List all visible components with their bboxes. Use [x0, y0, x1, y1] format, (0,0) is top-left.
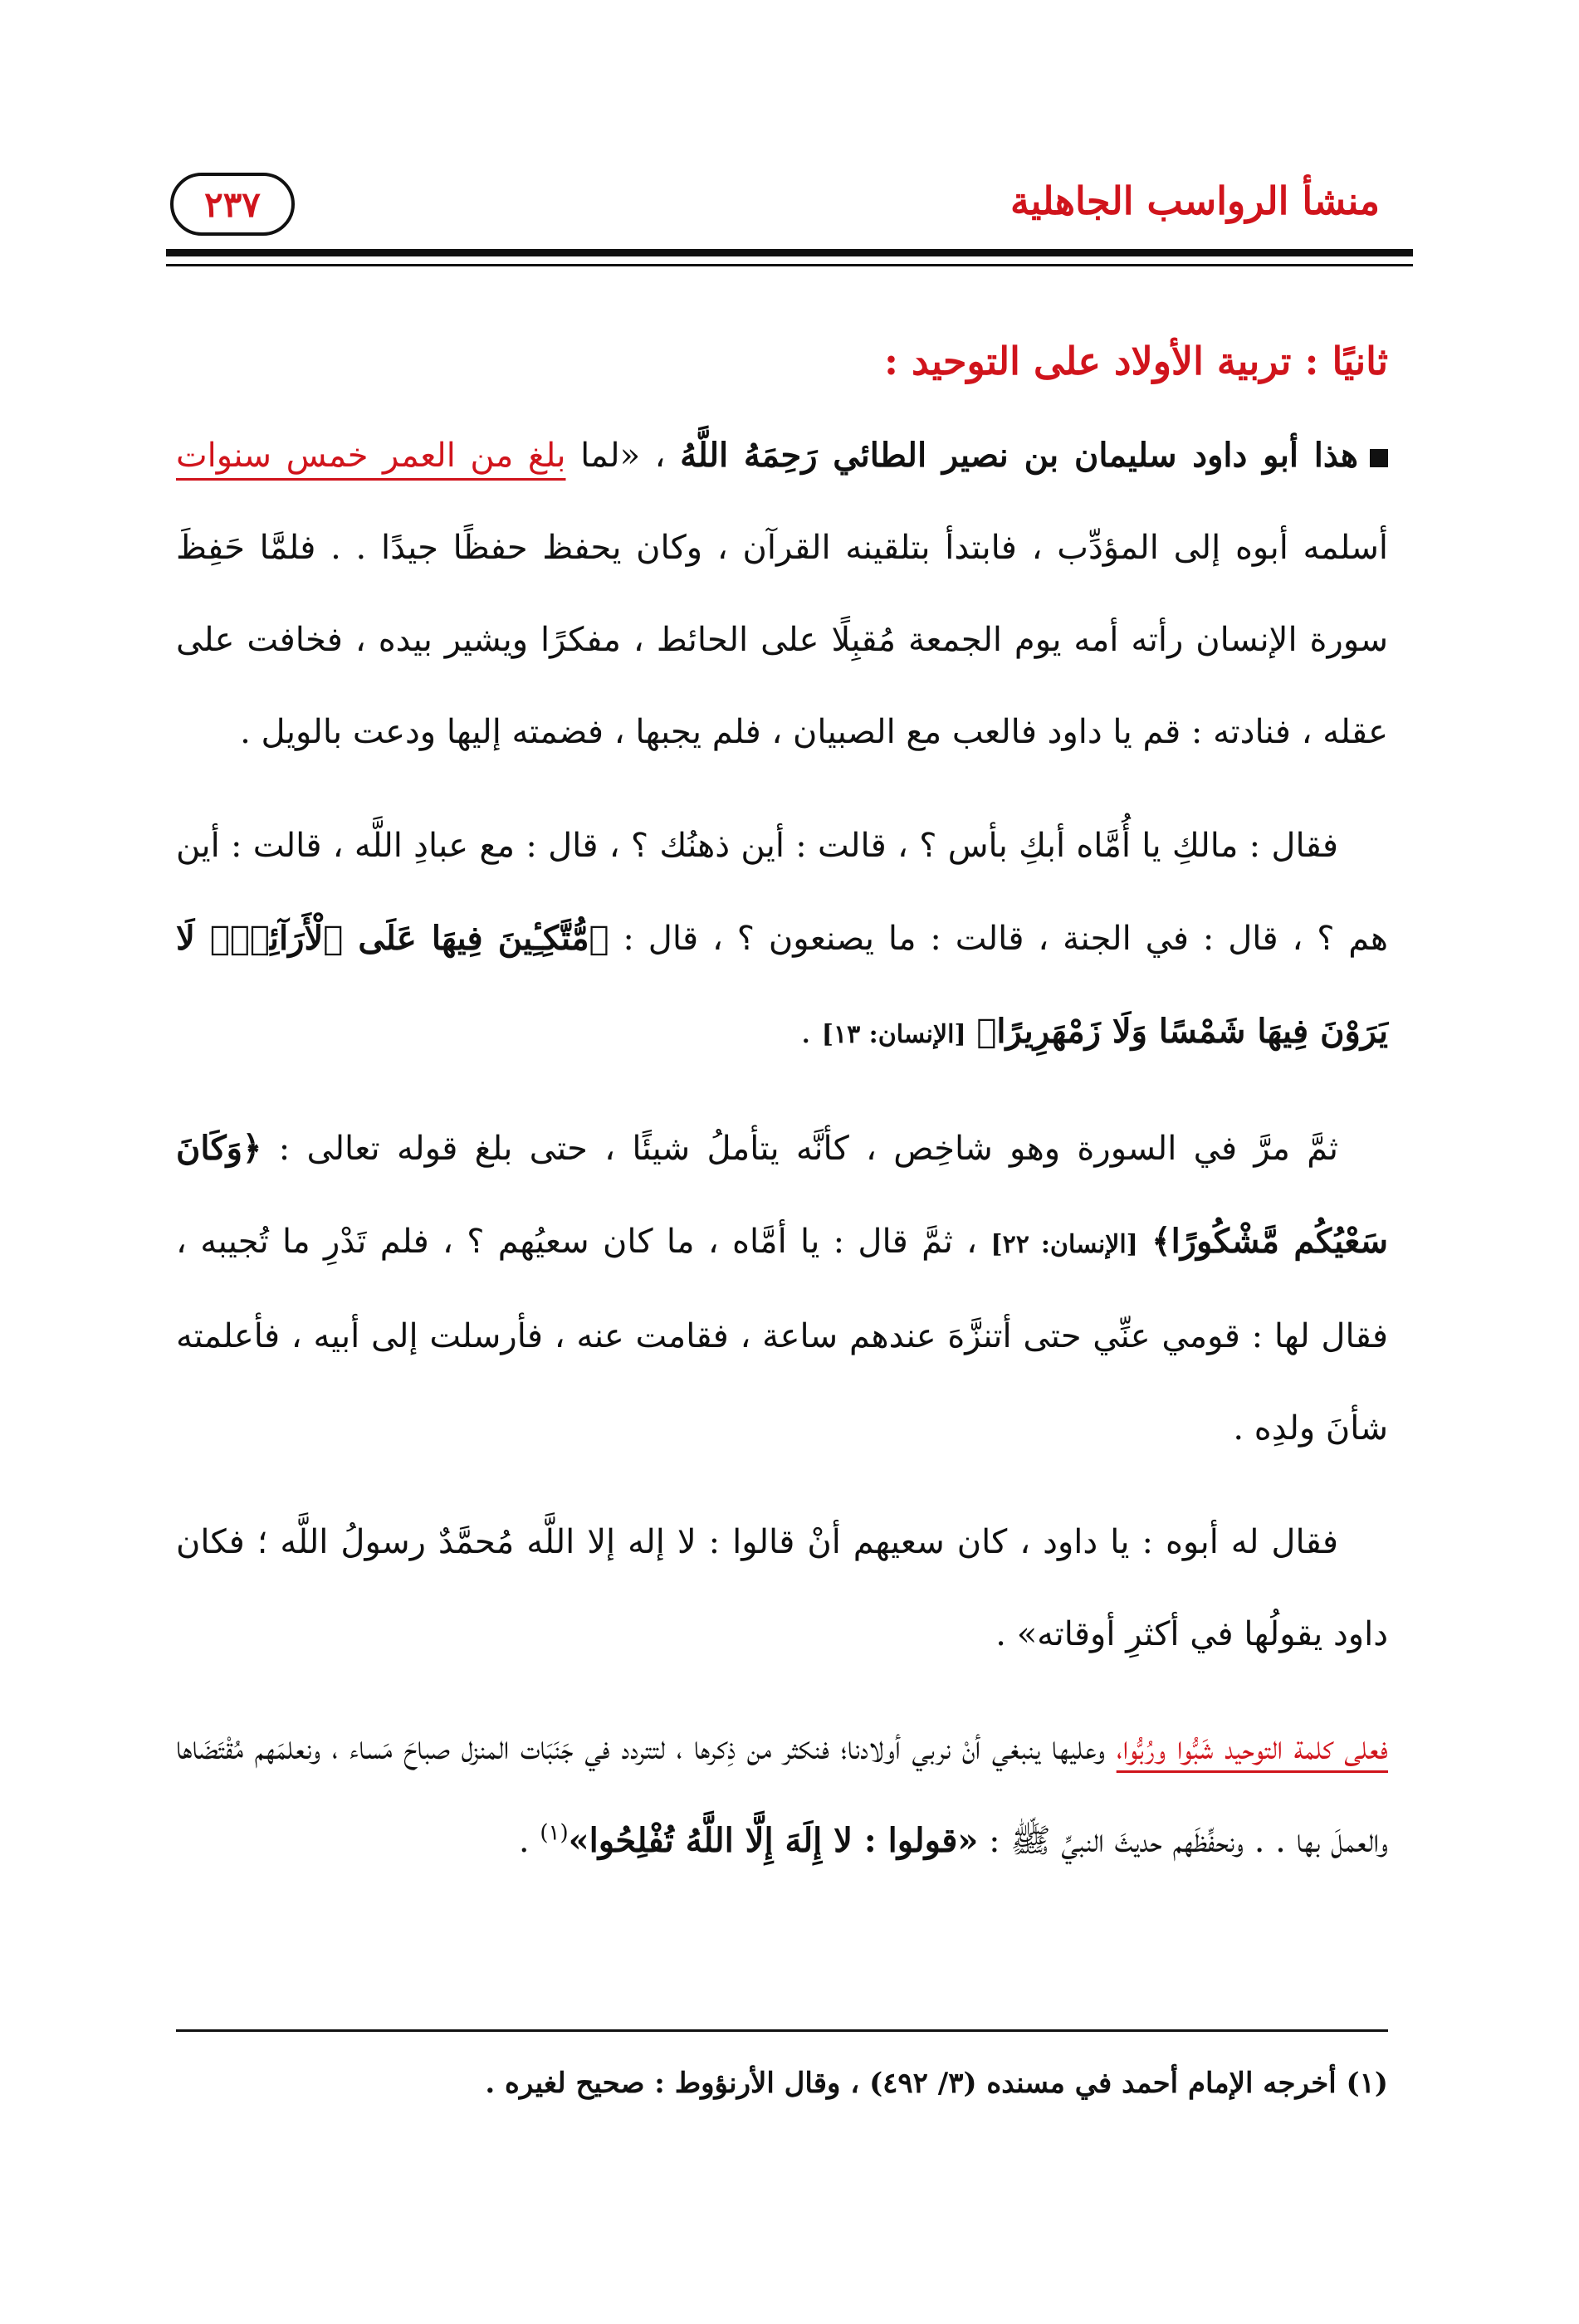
highlight-tawhid: فعلى كلمة التوحيد شَبُّوا ورُبُّوا،	[1116, 1729, 1389, 1767]
verse-reference-2: [الإنسان: ٢٢]	[990, 1230, 1138, 1259]
paragraph-3	[176, 1102, 1388, 1475]
hadith-quote: «قولوا : لا إِلَهَ إِلَّا اللَّهُ تُفْلِحُوا»	[568, 1821, 979, 1860]
paragraph-2	[176, 800, 1388, 1081]
paragraph-5-text: وعليها ينبغي أنْ نربي أولادنا؛ فنكثر من ذِكرها ، لتتردد في جَنَبَات المنزل صباحَ مَساء ، ونعلمَهم مُقْتَضَاها والعملَ بها . . ونحفِّظَهم حديثَ النبيِّ ﷺ :	[176, 1729, 1388, 1860]
paragraph-5	[176, 1702, 1388, 1887]
paragraph-4-text: فقال له أبوه : يا داود ، كان سعيهم أنْ قالوا : لا إله إلا اللَّه مُحمَّدٌ رسولُ اللَّه ؛ فكان داود يقولُها في أكثرِ أوقاته» .	[176, 1523, 1388, 1653]
highlight-age: بلغ من العمر خمس سنوات	[176, 437, 566, 475]
main-text	[176, 320, 1388, 1909]
verse-reference-1: [الإنسان: ١٣]	[821, 1020, 966, 1049]
paragraph-5-end: .	[518, 1822, 530, 1860]
section-heading: ثانيًا : تربية الأولاد على التوحيد :	[884, 339, 1388, 383]
footnote: (١) أخرجه الإمام أحمد في مسنده (٣/ ٤٩٢) ، وقال الأرنؤوط : صحيح لغيره .	[485, 2067, 1388, 2100]
footnote-marker: (١)	[540, 1820, 569, 1846]
paragraph-1-quote-start: ، «لما	[580, 437, 666, 475]
footnote-rule	[176, 2029, 1388, 2032]
page-number: ٢٣٧	[170, 173, 295, 236]
paragraph-1-rest: أسلمه أبوه إلى المؤدِّب ، فابتدأ بتلقينه القرآن ، وكان يحفظ حفظًا جيدًا . . فلمَّا حَفِظَ سورة الإنسان رأته أمه يوم الجمعة مُقبِلًا على الحائط ، مفكرًا ويشير بيده ، فخافت على عقله ، فنادته : قم يا داود فالعب مع الصبيان ، فلم يجبها ، فضمته إليها ودعت بالويل .	[176, 529, 1388, 751]
quran-verse-1: ﴿مُّتَّكِـِٔينَ فِيهَا عَلَى ٱلْأَرَآئِكِۖ لَا يَرَوْنَ فِيهَا شَمْسًا وَلَا زَمْهَرِيرًا﴾	[176, 919, 1388, 1051]
running-title: منشأ الرواسب الجاهلية	[1009, 178, 1380, 223]
bullet-square-icon	[1370, 449, 1388, 467]
quran-verse-2: ﴿وَكَانَ سَعْيُكُم مَّشْكُورًا﴾	[176, 1129, 1389, 1261]
paragraph-1-intro: هذا أبو داود سليمان بن نصير الطائي رَحِمَهُ اللَّهُ	[680, 436, 1358, 475]
paragraph-2-end: .	[800, 1013, 812, 1051]
paragraph-2-text: فقال : مالكِ يا أُمَّاه أبكِ بأس ؟ ، قالت : أين ذهنُك ؟ ، قال : مع عبادِ اللَّه ، قالت : أين هم ؟ ، قال : في الجنة ، قالت : ما يصنعون ؟ ، قال :	[176, 827, 1389, 958]
paragraph-3-text-b: ، ثمَّ قال : يا أمَّاه ، ما كان سعيُهم ؟ ، فلم تَدْرِ ما تُجيبه ، فقال لها : قومي عنِّي حتى أتنزَّهَ عندهم ساعة ، فقامت عنه ، فأرسلت إلى أبيه ، فأعلمته شأنَ ولدِه .	[176, 1223, 1389, 1448]
paragraph-3-text-a: ثمَّ مرَّ في السورة وهو شاخِص ، كأنَّه يتأملُ شيئًا ، حتى بلغ قوله تعالى :	[278, 1130, 1338, 1168]
paragraph-1	[176, 409, 1388, 779]
paragraph-4	[176, 1496, 1388, 1681]
header-rule-thick	[166, 249, 1413, 256]
header-rule-thin	[166, 264, 1413, 266]
